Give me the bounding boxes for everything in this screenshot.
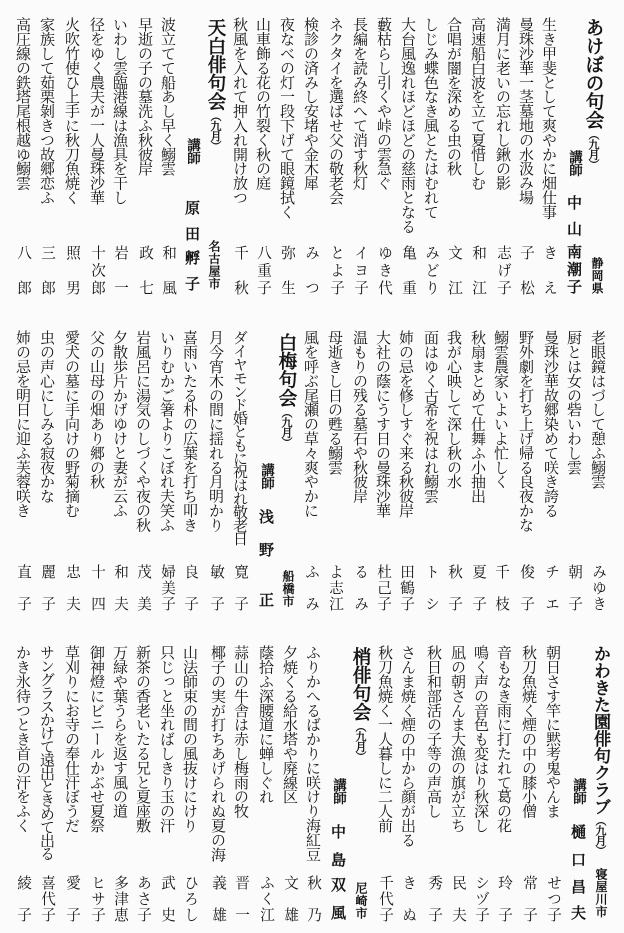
haiku-author: 子松 xyxy=(518,245,535,295)
group-location: 尼崎市 xyxy=(354,882,368,920)
haiku-author: 武史 xyxy=(159,875,176,922)
haiku-author: 喜代子 xyxy=(39,875,56,922)
teacher-line xyxy=(570,645,586,933)
haiku-entry xyxy=(160,17,176,317)
haiku-author: 俊子 xyxy=(518,564,535,611)
haiku-text: 温もりの残る墓石や秋彼岸 xyxy=(351,330,369,503)
haiku-author: 直子 xyxy=(15,564,32,611)
haiku-entry xyxy=(518,17,534,317)
haiku-text: いりむかご箸よりこぼれ夫笑ふ xyxy=(158,330,176,532)
haiku-author: 田鶴子 xyxy=(398,564,415,611)
haiku-author: 秋乃 xyxy=(305,875,322,922)
haiku-text: 鳴く声の音色も変はり秋深し xyxy=(472,645,490,833)
haiku-author: 照男 xyxy=(64,245,81,295)
teacher-family-name: 原田 xyxy=(183,200,201,241)
haiku-entry xyxy=(377,645,393,933)
haiku-author: 和夫 xyxy=(112,564,129,611)
haiku-entry xyxy=(423,17,439,317)
haiku-author: きえ xyxy=(541,245,558,295)
haiku-text: 夕散歩片かげゆけと妻が云ふ xyxy=(111,330,129,518)
haiku-text: 満月に老いの忘れし鍬の影 xyxy=(494,17,512,190)
haiku-entry xyxy=(426,645,442,933)
haiku-entry xyxy=(232,17,248,317)
haiku-entry xyxy=(159,330,175,630)
haiku-text: 高圧線の鉄塔尾根越ゆ鰯雲 xyxy=(14,17,32,190)
haiku-entry xyxy=(64,645,80,933)
group-title: 梢俳句会 xyxy=(350,647,371,721)
teacher-given-name: 孵子 xyxy=(183,250,201,291)
haiku-entry xyxy=(450,645,466,933)
teacher-label: 講師 xyxy=(570,778,586,804)
haiku-entry xyxy=(495,17,511,317)
haiku-text: 喜雨いたる朴の広葉を打ち叩き xyxy=(181,330,199,532)
teacher-line xyxy=(258,330,274,630)
haiku-text: 長編を読み終へて消す秋灯 xyxy=(351,17,369,190)
haiku-entry xyxy=(232,330,248,630)
haiku-entry xyxy=(15,645,31,933)
haiku-entry xyxy=(208,330,224,630)
haiku-entry xyxy=(39,17,55,317)
haiku-text: 大社の蔭にうす日の曼珠沙華 xyxy=(374,330,392,518)
band-top xyxy=(0,17,624,322)
haiku-entry xyxy=(182,645,198,933)
group-location: 静岡県 xyxy=(590,257,604,295)
haiku-entry xyxy=(470,330,486,630)
haiku-text: 凪の朝さんま大漁の旗が立ち xyxy=(449,645,467,833)
group-title-block xyxy=(350,647,370,761)
haiku-author: 茂美 xyxy=(135,564,152,611)
haiku-author: みつ xyxy=(303,245,320,295)
haiku-author: 麗子 xyxy=(39,564,56,611)
haiku-entry xyxy=(590,330,606,630)
haiku-text: 我が心映して深し秋の水 xyxy=(445,330,463,489)
group-location: 船橋市 xyxy=(281,570,295,608)
haiku-author: 義雄 xyxy=(210,875,227,922)
haiku-text: 厨とは女の砦いわし雲 xyxy=(565,330,583,475)
haiku-entry xyxy=(446,330,462,630)
haiku-author: 良子 xyxy=(182,564,199,611)
haiku-author: 玲子 xyxy=(496,875,513,922)
haiku-entry xyxy=(327,330,343,630)
group-title-block xyxy=(276,333,296,447)
haiku-author: イヨ子 xyxy=(352,245,369,295)
teacher-given-name: 双風 xyxy=(329,877,347,920)
haiku-text: 只じっと坐ればしきり玉の汗 xyxy=(158,645,176,833)
group-title-block xyxy=(583,18,603,169)
haiku-text: 岩風呂に湯気のしづくや夜の秋 xyxy=(134,330,152,532)
haiku-entry xyxy=(521,645,537,933)
teacher-family-name: 浅野 xyxy=(257,509,275,557)
haiku-author: 亀重 xyxy=(400,245,417,295)
haiku-text: 椰子の実が打ちあげられぬ夏の海 xyxy=(209,645,227,862)
haiku-text: ネクタイを選ばせ父の敬老会 xyxy=(327,17,345,205)
haiku-entry xyxy=(39,330,55,630)
haiku-text: 虫の声心にしみる寂夜かな xyxy=(38,330,56,503)
haiku-text: 早逝の子の墓洗ふ秋彼岸 xyxy=(136,17,154,176)
haiku-text: 大台風逸れほどほどの慈雨となる xyxy=(399,17,417,234)
haiku-author: 十次郎 xyxy=(89,245,106,295)
haiku-text: 野外劇を打ち上げ帰る良夜かな xyxy=(517,330,535,532)
group-location: 名古屋市 xyxy=(207,240,221,290)
haiku-entry xyxy=(543,330,559,630)
haiku-author: ひろし xyxy=(182,875,199,922)
haiku-author: 岩一 xyxy=(112,245,129,295)
haiku-author: 和江 xyxy=(470,245,487,295)
haiku-author: あさ子 xyxy=(135,875,152,922)
haiku-entry xyxy=(541,17,557,317)
haiku-entry xyxy=(258,645,274,933)
haiku-text: 蔭拾ふ深腰道に蝉しぐれ xyxy=(257,645,275,804)
haiku-author: 八郎 xyxy=(15,245,32,295)
haiku-author: 多津恵 xyxy=(112,875,129,922)
haiku-text: 検診の済みし安堵や金木犀 xyxy=(302,17,320,190)
haiku-author: シヅ子 xyxy=(473,875,490,922)
group-title: 天白俳句会 xyxy=(205,18,226,111)
haiku-entry xyxy=(137,17,153,317)
haiku-entry xyxy=(64,17,80,317)
haiku-entry xyxy=(89,330,105,630)
haiku-entry xyxy=(398,330,414,630)
haiku-text: 波立てて船あし早く鰯雲 xyxy=(159,17,177,176)
haiku-entry xyxy=(473,645,489,933)
haiku-text: 新茶の香老いたる兄と夏座敷 xyxy=(134,645,152,833)
haiku-entry xyxy=(496,645,512,933)
haiku-entry xyxy=(39,645,55,933)
haiku-author: きぬ xyxy=(400,875,417,922)
haiku-author: 秀子 xyxy=(426,875,443,922)
haiku-entry xyxy=(112,330,128,630)
haiku-text: 草刈りにお寺の奉仕汗ぼうだ xyxy=(63,645,81,833)
band-bottom xyxy=(0,645,624,933)
haiku-text: 藪枯らし引くや峠の雲急ぐ xyxy=(375,17,393,190)
haiku-text: 蒜山の牛舎は赤し梅雨の牧 xyxy=(232,645,250,818)
haiku-author: 愛子 xyxy=(64,875,81,922)
haiku-entry xyxy=(233,645,249,933)
haiku-author: 朝子 xyxy=(566,564,583,611)
haiku-entry xyxy=(493,330,509,630)
haiku-text: 面はゆく古希を祝はれ鰯雲 xyxy=(422,330,440,503)
haiku-text: 秋刀魚焼く一人暮しに二人前 xyxy=(376,645,394,833)
haiku-entry xyxy=(112,645,128,933)
haiku-entry xyxy=(305,645,321,933)
teacher-given-name: 正 xyxy=(257,592,275,607)
teacher-family-name: 樋口 xyxy=(569,824,587,867)
haiku-entry xyxy=(328,17,344,317)
haiku-author: 文雄 xyxy=(282,875,299,922)
haiku-entry xyxy=(352,330,368,630)
haiku-author: チエ xyxy=(543,564,560,611)
haiku-text: 夕焼くる給水塔や廃線区 xyxy=(281,645,299,804)
haiku-entry xyxy=(470,17,486,317)
haiku-text: 秋扇まとめて仕舞ふ小抽出 xyxy=(469,330,487,503)
haiku-entry xyxy=(89,645,105,933)
haiku-entry xyxy=(566,330,582,630)
haiku-author: せつ子 xyxy=(545,875,562,922)
haiku-entry xyxy=(255,17,271,317)
haiku-author: 政七 xyxy=(137,245,154,295)
haiku-text: 母逝きし日の甦る鰯雲 xyxy=(326,330,344,475)
haiku-text: 月今宵木の間に揺れる月明かり xyxy=(207,330,225,532)
haiku-author: ふみ xyxy=(303,564,320,611)
haiku-author: 忠夫 xyxy=(64,564,81,611)
haiku-author: 晋一 xyxy=(233,875,250,922)
haiku-author: 文江 xyxy=(446,245,463,295)
teacher-line xyxy=(330,645,346,933)
haiku-entry xyxy=(112,17,128,317)
haiku-text: 朝日さす竿に黙考鬼やんま xyxy=(544,645,562,818)
haiku-text: 山車飾る花の竹裂く秋の庭 xyxy=(254,17,272,190)
haiku-text: ふりかへるばかりに咲けり海紅豆 xyxy=(304,645,322,862)
group-month: （九月） xyxy=(594,815,607,855)
haiku-entry xyxy=(376,17,392,317)
haiku-author: 千秋 xyxy=(232,245,249,295)
haiku-author: 千枝 xyxy=(493,564,510,611)
haiku-text: 万緑や葉うらを返す風の道 xyxy=(111,645,129,818)
haiku-text: サングラスかけて遠出ときめて出る xyxy=(38,645,56,860)
haiku-author: トシ xyxy=(423,564,440,611)
band-middle xyxy=(0,330,624,635)
haiku-entry xyxy=(303,17,319,317)
haiku-entry xyxy=(135,330,151,630)
haiku-text: 音もなき雨に打たれて葛の花 xyxy=(495,645,513,833)
haiku-author: みどり xyxy=(423,245,440,295)
haiku-text: 曼珠沙華一茎墓地の水汲み場 xyxy=(517,17,535,205)
haiku-text: 径をゆく農夫が一人曼珠沙華 xyxy=(88,17,106,205)
teacher-label: 講師 xyxy=(566,150,582,176)
haiku-text: いわし雲臨港線は漁具を干し xyxy=(111,17,129,205)
teacher-family-name: 中山 xyxy=(565,195,583,236)
haiku-author: みゆき xyxy=(590,564,607,611)
haiku-author: 民夫 xyxy=(450,875,467,922)
haiku-text: 老眼鏡はづして憩ふ鰯雲 xyxy=(589,330,607,489)
haiku-entry xyxy=(15,17,31,317)
haiku-text: さんま焼く煙の中から顔が出る xyxy=(399,645,417,847)
group-title-block xyxy=(590,645,610,855)
haiku-entry xyxy=(400,645,416,933)
group-month: （九月） xyxy=(209,110,222,151)
group-title: かわきた園俳句クラブ xyxy=(590,645,610,815)
haiku-author: ゆき代 xyxy=(376,245,393,295)
haiku-text: 火吹竹使ひ上手に秋刀魚焼く xyxy=(63,17,81,205)
haiku-author: 八重子 xyxy=(255,245,272,295)
haiku-text: かき氷待つとき首の汗をふく xyxy=(14,645,32,833)
haiku-text: 家族して茹栗剝きつ故郷恋ふ xyxy=(38,17,56,205)
haiku-author: 秋子 xyxy=(446,564,463,611)
haiku-text: 姉の忌を明日に迎ふ芙蓉咲き xyxy=(14,330,32,518)
haiku-author: ふく江 xyxy=(258,875,275,922)
haiku-entry xyxy=(282,645,298,933)
haiku-entry xyxy=(446,17,462,317)
haiku-text: 曼珠沙華故郷染めて咲き誇る xyxy=(542,330,560,518)
haiku-entry xyxy=(518,330,534,630)
group-title: 白梅句会 xyxy=(276,333,297,407)
haiku-author: 十四 xyxy=(89,564,106,611)
haiku-text: 合唱が闇を深める虫の秋 xyxy=(445,17,463,176)
haiku-author: 杜己子 xyxy=(375,564,392,611)
haiku-author: 敏子 xyxy=(208,564,225,611)
haiku-author: るみ xyxy=(352,564,369,611)
haiku-author: 三郎 xyxy=(39,245,56,295)
haiku-entry xyxy=(210,645,226,933)
haiku-text: 鰯雲農家いよいよ忙しく xyxy=(492,330,510,489)
haiku-author: 和風 xyxy=(160,245,177,295)
teacher-line xyxy=(566,17,582,317)
haiku-text: 山法師束の間の風抜けにけり xyxy=(181,645,199,833)
group-location: 寝屋川市 xyxy=(594,868,608,918)
haiku-text: 高速船白波を立て夏惜しむ xyxy=(469,17,487,190)
haiku-entry xyxy=(135,645,151,933)
teacher-label: 講師 xyxy=(184,138,200,164)
haiku-author: 綾子 xyxy=(15,875,32,922)
group-title-block xyxy=(205,18,225,151)
haiku-text: 秋日和部活の子等の声高し xyxy=(425,645,443,818)
haiku-entry xyxy=(375,330,391,630)
haiku-entry xyxy=(64,330,80,630)
haiku-entry xyxy=(89,17,105,317)
haiku-entry xyxy=(303,330,319,630)
group-month: （九月） xyxy=(354,721,367,761)
haiku-text: 生き甲斐として爽やかに畑仕事 xyxy=(540,17,558,219)
teacher-label: 講師 xyxy=(258,463,274,489)
haiku-entry xyxy=(423,330,439,630)
haiku-text: しじみ蝶色なき風とたはむれて xyxy=(422,17,440,219)
haiku-entry xyxy=(279,17,295,317)
haiku-text: 御神燈にビニールかぶせ夏祭 xyxy=(88,645,106,833)
haiku-entry xyxy=(545,645,561,933)
haiku-author: 夏子 xyxy=(470,564,487,611)
haiku-author: よ志江 xyxy=(327,564,344,611)
haiku-author: 志げ子 xyxy=(495,245,512,295)
teacher-given-name: 南潮子 xyxy=(565,244,583,294)
haiku-text: 姉の忌を修しすぐ来る秋彼岸 xyxy=(397,330,415,518)
haiku-text: ダイヤモンド婚ともに祝はれ敬老日 xyxy=(231,330,249,545)
haiku-text: 父の山母の畑あり郷の秋 xyxy=(88,330,106,489)
group-month: （九月） xyxy=(587,129,600,169)
group-title: あけぼの句会 xyxy=(583,18,604,129)
haiku-text: 風を呼ぶ尾瀬の草々爽やかに xyxy=(302,330,320,518)
haiku-entry xyxy=(400,17,416,317)
teacher-given-name: 昌夫 xyxy=(569,879,587,920)
haiku-author: とよ子 xyxy=(328,245,345,295)
haiku-author: 寛子 xyxy=(232,564,249,611)
group-month: （九月） xyxy=(280,407,293,447)
haiku-author: 常子 xyxy=(521,875,538,922)
haiku-entry xyxy=(182,330,198,630)
haiku-entry xyxy=(159,645,175,933)
haiku-entry xyxy=(352,17,368,317)
haiku-text: 愛犬の墓に手向けの野菊摘む xyxy=(63,330,81,518)
haiku-author: 千代子 xyxy=(377,875,394,922)
teacher-label: 講師 xyxy=(330,778,346,804)
haiku-author: ヒサ子 xyxy=(89,875,106,922)
haiku-text: 秋刀魚焼く煙の中の膝小僧 xyxy=(520,645,538,818)
haiku-author: 弥生 xyxy=(279,245,296,295)
haiku-text: 秋風を入れて押入れ開け放つ xyxy=(231,17,249,205)
haiku-entry xyxy=(15,330,31,630)
teacher-family-name: 中島 xyxy=(329,824,347,867)
teacher-line xyxy=(184,17,200,317)
haiku-text: 夜なべの灯一段下げて眼鏡拭く xyxy=(278,17,296,219)
haiku-author: 婦美子 xyxy=(159,564,176,611)
